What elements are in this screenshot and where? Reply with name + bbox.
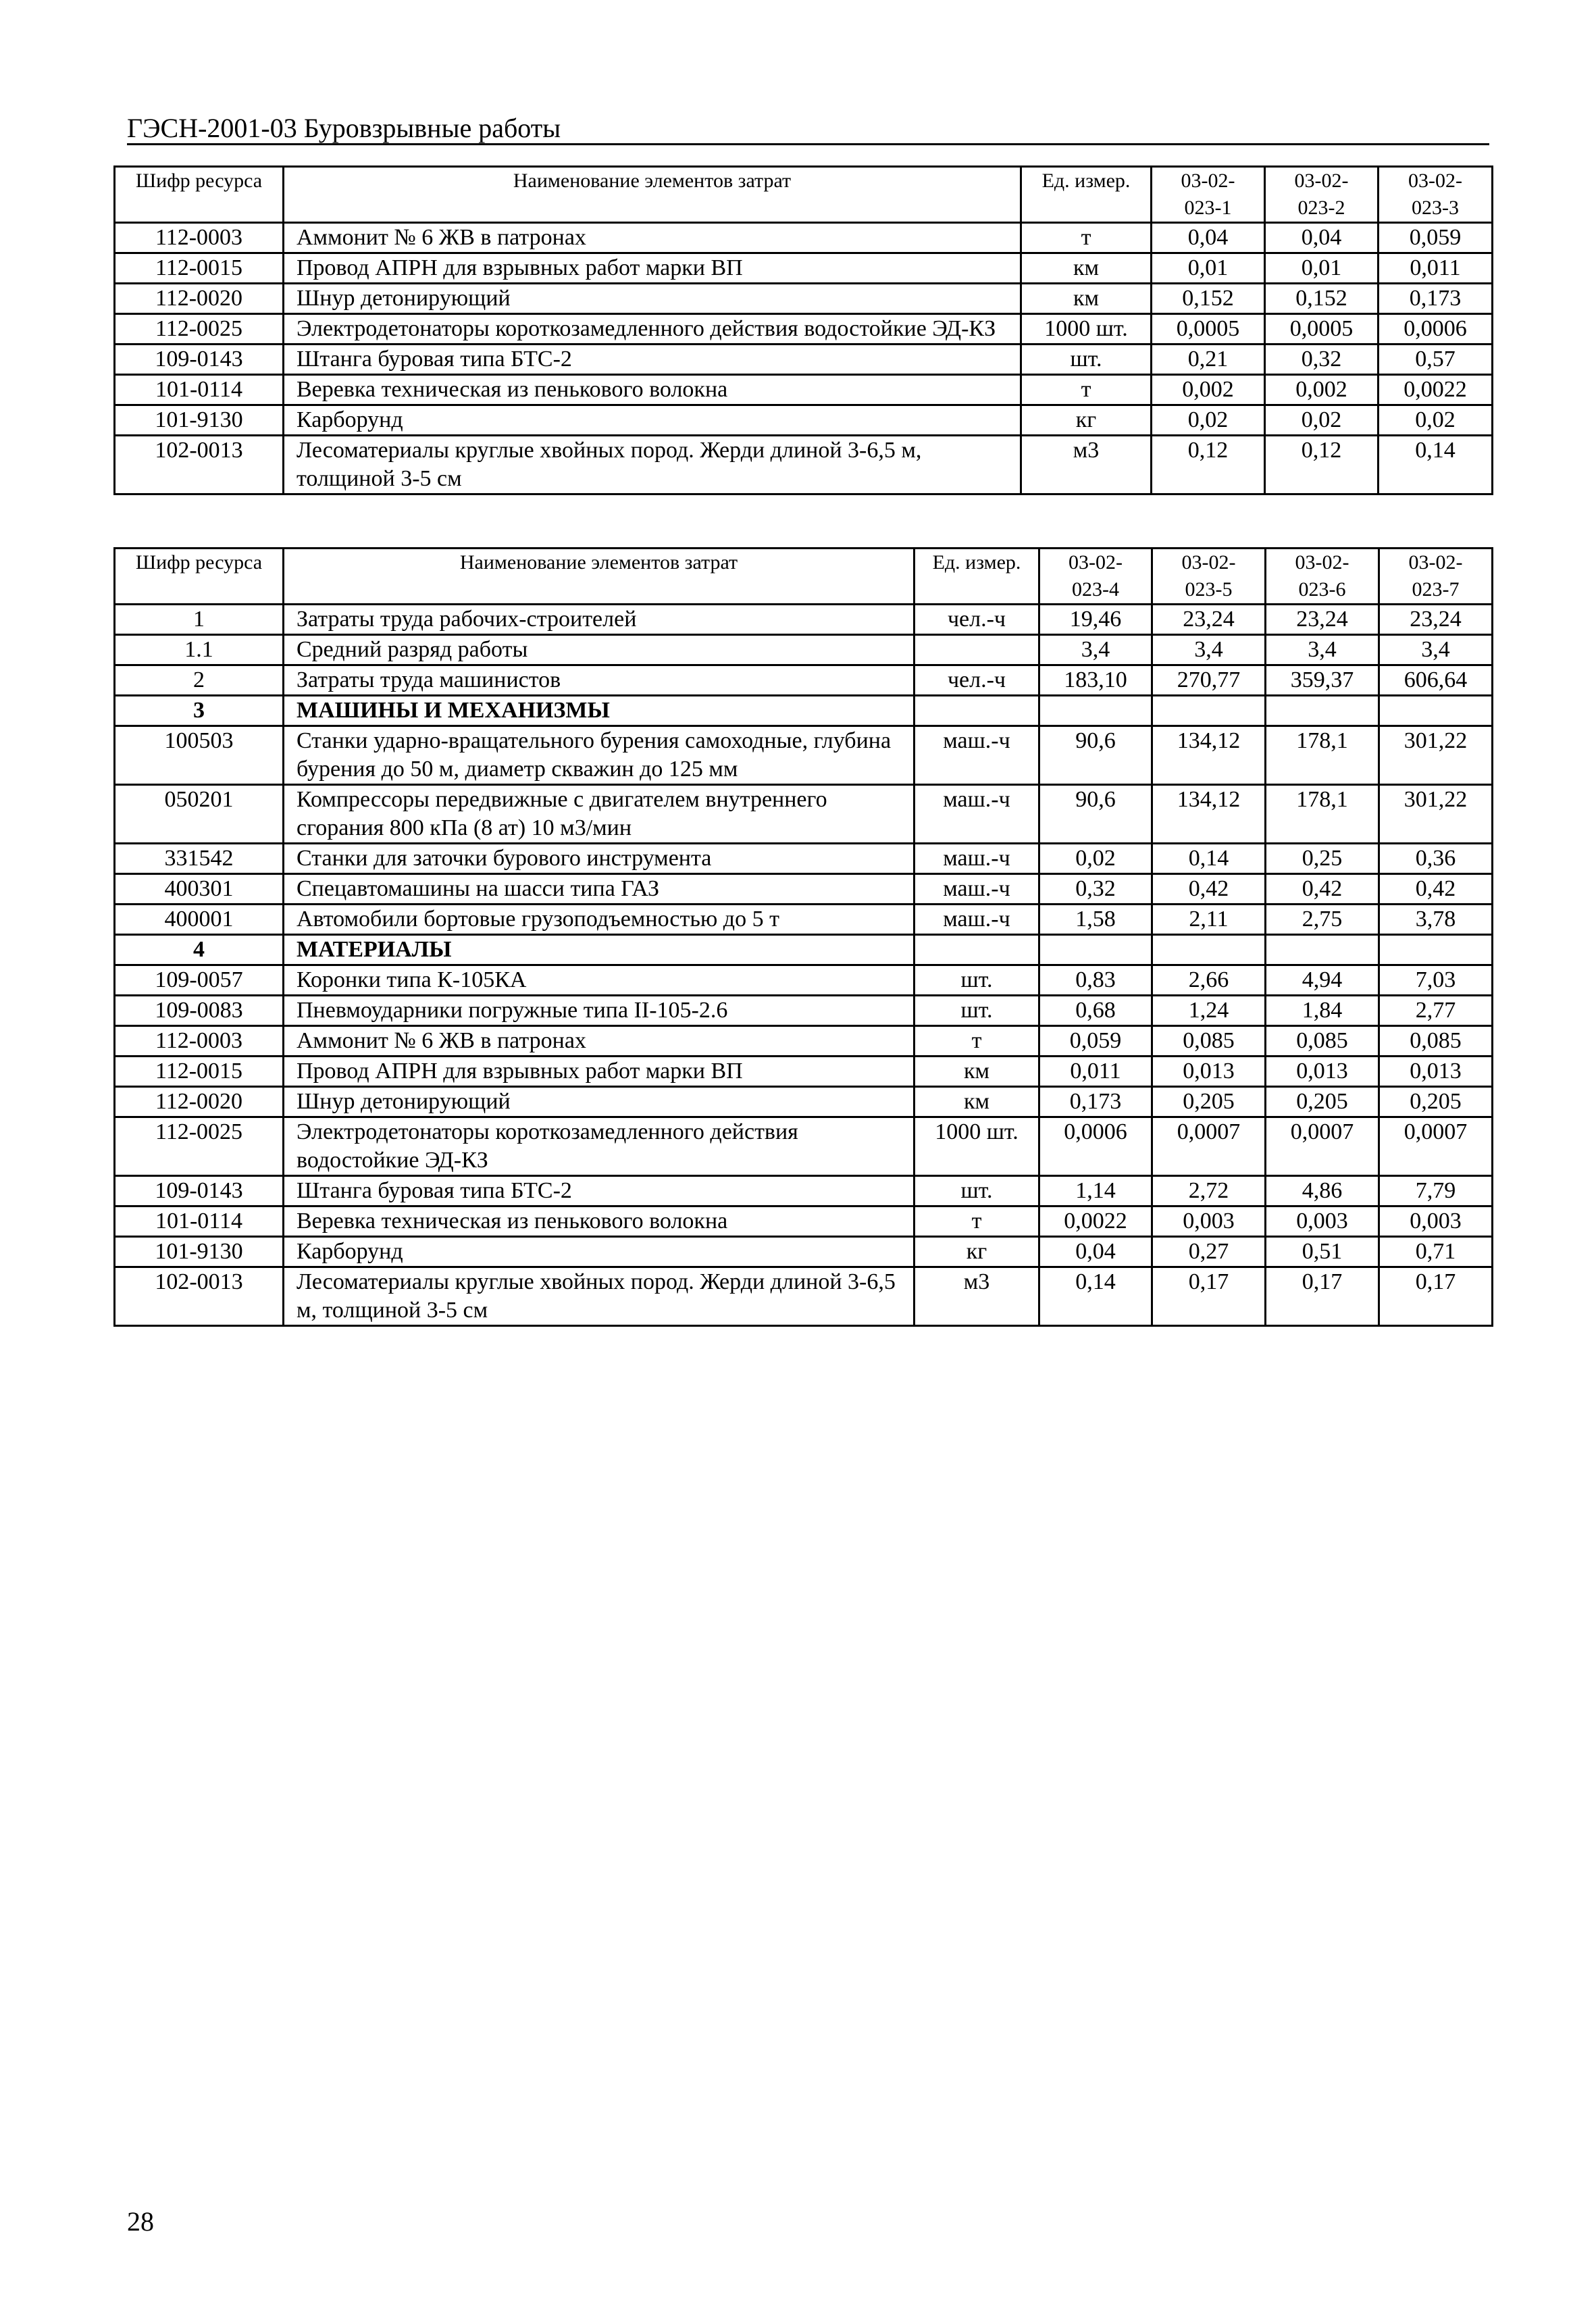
value-cell: 0,0007 [1379,1117,1493,1176]
cost-element-name-cell: Станки ударно-вращательного бурения самоходные, глубина бурения до 50 м, диаметр скважин до 125 мм [284,726,915,785]
value-cell: 0,013 [1266,1057,1379,1087]
col-header-unit: Ед. измер. [1021,167,1152,223]
table-header-row [115,167,1493,223]
value-cell: 178,1 [1266,785,1379,844]
resource-code-cell: 112-0015 [115,253,284,284]
resource-code-cell: 4 [115,935,284,965]
value-cell: 3,78 [1379,905,1493,935]
resource-code-cell: 112-0015 [115,1057,284,1087]
value-cell: 0,0022 [1039,1206,1152,1237]
col-header-norm: 03-02- 023-7 [1379,549,1493,605]
value-cell: 0,51 [1266,1237,1379,1267]
value-cell: 2,75 [1266,905,1379,935]
value-cell: 3,4 [1266,635,1379,665]
unit-cell: маш.-ч [915,905,1039,935]
resource-code-cell: 112-0025 [115,314,284,345]
table-row [115,405,1493,436]
table-row [115,905,1493,935]
table-row [115,635,1493,665]
value-cell: 3,4 [1379,635,1493,665]
value-cell: 0,17 [1266,1267,1379,1326]
table-row [115,785,1493,844]
value-cell: 134,12 [1152,785,1266,844]
value-cell: 1,14 [1039,1176,1152,1206]
unit-cell: 1000 шт. [1021,314,1152,345]
value-cell: 178,1 [1266,726,1379,785]
unit-cell: м3 [915,1267,1039,1326]
value-cell: 2,11 [1152,905,1266,935]
value-cell: 0,02 [1265,405,1379,436]
table-row [115,223,1493,253]
col-header-norm: 03-02- 023-1 [1152,167,1265,223]
resource-code-cell: 101-9130 [115,1237,284,1267]
resource-code-cell: 112-0003 [115,223,284,253]
unit-cell: маш.-ч [915,785,1039,844]
value-cell: 0,25 [1266,844,1379,874]
table-row [115,345,1493,375]
cost-element-name-cell: Пневмоударники погружные типа II-105-2.6 [284,996,915,1026]
value-cell: 0,205 [1379,1087,1493,1117]
table-row [115,1176,1493,1206]
value-cell: 0,01 [1265,253,1379,284]
value-cell: 0,04 [1265,223,1379,253]
unit-cell: чел.-ч [915,605,1039,635]
col-header-norm: 03-02- 023-2 [1265,167,1379,223]
value-cell: 2,66 [1152,965,1266,996]
value-cell: 23,24 [1379,605,1493,635]
value-cell: 0,04 [1039,1237,1152,1267]
resource-code-cell: 109-0057 [115,965,284,996]
value-cell: 2,77 [1379,996,1493,1026]
value-cell: 0,059 [1039,1026,1152,1057]
value-cell: 0,71 [1379,1237,1493,1267]
col-header-code: Шифр ресурса [115,549,284,605]
col-header-norm: 03-02- 023-5 [1152,549,1266,605]
cost-element-name-cell: Электродетонаторы короткозамедленного действия водостойкие ЭД-КЗ [284,1117,915,1176]
value-cell: 0,0007 [1266,1117,1379,1176]
value-cell: 0,002 [1265,375,1379,405]
table-row [115,726,1493,785]
value-cell: 0,17 [1379,1267,1493,1326]
value-cell: 0,173 [1379,284,1493,314]
value-cell: 0,152 [1152,284,1265,314]
cost-element-name-cell: Шнур детонирующий [284,1087,915,1117]
value-cell: 0,205 [1152,1087,1266,1117]
value-cell: 0,02 [1379,405,1493,436]
value-cell: 0,12 [1265,436,1379,494]
value-cell: 0,12 [1152,436,1265,494]
table-row [115,844,1493,874]
unit-cell: маш.-ч [915,844,1039,874]
value-cell: 183,10 [1039,665,1152,696]
value-cell: 0,013 [1379,1057,1493,1087]
value-cell: 0,0005 [1152,314,1265,345]
cost-element-name-cell: МАТЕРИАЛЫ [284,935,915,965]
cost-element-name-cell: Спецавтомашины на шасси типа ГАЗ [284,874,915,905]
cost-element-name-cell: Штанга буровая типа БТС-2 [284,345,1021,375]
value-cell [1266,935,1379,965]
value-cell: 0,085 [1266,1026,1379,1057]
unit-cell: 1000 шт. [915,1117,1039,1176]
table-row [115,965,1493,996]
value-cell [1039,696,1152,726]
value-cell: 0,01 [1152,253,1265,284]
resource-code-cell: 3 [115,696,284,726]
value-cell [1379,935,1493,965]
resource-code-cell: 101-9130 [115,405,284,436]
value-cell: 359,37 [1266,665,1379,696]
cost-element-name-cell: Лесоматериалы круглые хвойных пород. Жерди длиной 3-6,5 м, толщиной 3-5 см [284,1267,915,1326]
value-cell: 0,0022 [1379,375,1493,405]
value-cell: 0,42 [1266,874,1379,905]
resource-code-cell: 102-0013 [115,436,284,494]
cost-element-name-cell: Карборунд [284,405,1021,436]
value-cell [1039,935,1152,965]
resource-code-cell: 331542 [115,844,284,874]
value-cell: 0,14 [1039,1267,1152,1326]
cost-element-name-cell: Аммонит № 6 ЖВ в патронах [284,1026,915,1057]
resource-code-cell: 400301 [115,874,284,905]
resource-code-cell: 1.1 [115,635,284,665]
value-cell: 0,0005 [1265,314,1379,345]
cost-element-name-cell: Электродетонаторы короткозамедленного действия водостойкие ЭД-КЗ [284,314,1021,345]
unit-cell: шт. [915,1176,1039,1206]
cost-element-name-cell: Штанга буровая типа БТС-2 [284,1176,915,1206]
value-cell: 0,013 [1152,1057,1266,1087]
col-header-unit: Ед. измер. [915,549,1039,605]
unit-cell: шт. [1021,345,1152,375]
cost-element-name-cell: Провод АПРН для взрывных работ марки ВП [284,1057,915,1087]
cost-element-name-cell: Веревка техническая из пенькового волокна [284,375,1021,405]
section-row [115,935,1493,965]
value-cell: 1,58 [1039,905,1152,935]
unit-cell: т [915,1026,1039,1057]
value-cell: 0,085 [1152,1026,1266,1057]
value-cell: 0,02 [1152,405,1265,436]
value-cell: 4,94 [1266,965,1379,996]
resource-code-cell: 102-0013 [115,1267,284,1326]
value-cell: 0,0006 [1379,314,1493,345]
value-cell: 0,003 [1266,1206,1379,1237]
cost-element-name-cell: Лесоматериалы круглые хвойных пород. Жерди длиной 3-6,5 м, толщиной 3-5 см [284,436,1021,494]
unit-cell: маш.-ч [915,726,1039,785]
value-cell: 19,46 [1039,605,1152,635]
value-cell: 0,011 [1379,253,1493,284]
value-cell: 7,03 [1379,965,1493,996]
value-cell: 270,77 [1152,665,1266,696]
value-cell [1152,935,1266,965]
resource-code-cell: 101-0114 [115,375,284,405]
cost-element-name-cell: Провод АПРН для взрывных работ марки ВП [284,253,1021,284]
resource-code-cell: 109-0083 [115,996,284,1026]
col-header-name: Наименование элементов затрат [284,167,1021,223]
col-header-norm: 03-02- 023-6 [1266,549,1379,605]
value-cell: 0,0007 [1152,1117,1266,1176]
unit-cell: т [1021,223,1152,253]
value-cell: 0,205 [1266,1087,1379,1117]
value-cell: 90,6 [1039,785,1152,844]
unit-cell [915,696,1039,726]
cost-element-name-cell: Коронки типа К-105КА [284,965,915,996]
value-cell: 0,003 [1152,1206,1266,1237]
unit-cell: км [1021,284,1152,314]
value-cell: 0,32 [1039,874,1152,905]
unit-cell: маш.-ч [915,874,1039,905]
resource-code-cell: 109-0143 [115,345,284,375]
table-row [115,253,1493,284]
table-row [115,605,1493,635]
unit-cell [915,635,1039,665]
page-number: 28 [127,2206,154,2237]
resource-code-cell: 2 [115,665,284,696]
value-cell: 0,0006 [1039,1117,1152,1176]
cost-element-name-cell: Затраты труда машинистов [284,665,915,696]
unit-cell [915,935,1039,965]
cost-element-name-cell: Автомобили бортовые грузоподъемностью до 5 т [284,905,915,935]
value-cell: 4,86 [1266,1176,1379,1206]
value-cell: 1,84 [1266,996,1379,1026]
unit-cell: т [1021,375,1152,405]
value-cell: 301,22 [1379,785,1493,844]
value-cell [1379,696,1493,726]
col-header-code: Шифр ресурса [115,167,284,223]
value-cell: 0,04 [1152,223,1265,253]
col-header-norm: 03-02- 023-4 [1039,549,1152,605]
value-cell: 90,6 [1039,726,1152,785]
resource-code-cell: 050201 [115,785,284,844]
table-row [115,1117,1493,1176]
value-cell: 0,003 [1379,1206,1493,1237]
cost-element-name-cell: Аммонит № 6 ЖВ в патронах [284,223,1021,253]
section-row [115,696,1493,726]
resource-table-1 [113,166,1493,495]
unit-cell: шт. [915,996,1039,1026]
cost-element-name-cell: Средний разряд работы [284,635,915,665]
table-header-row [115,549,1493,605]
table-row [115,314,1493,345]
value-cell: 0,42 [1152,874,1266,905]
value-cell: 0,085 [1379,1026,1493,1057]
value-cell: 3,4 [1152,635,1266,665]
value-cell: 0,42 [1379,874,1493,905]
value-cell: 23,24 [1266,605,1379,635]
value-cell: 0,83 [1039,965,1152,996]
table-row [115,1206,1493,1237]
cost-element-name-cell: Карборунд [284,1237,915,1267]
value-cell: 0,17 [1152,1267,1266,1326]
value-cell: 606,64 [1379,665,1493,696]
value-cell: 0,14 [1379,436,1493,494]
value-cell: 0,32 [1265,345,1379,375]
table-row [115,284,1493,314]
resource-code-cell: 112-0025 [115,1117,284,1176]
value-cell: 0,68 [1039,996,1152,1026]
value-cell: 0,57 [1379,345,1493,375]
table-row [115,996,1493,1026]
table-row [115,1087,1493,1117]
table-row [115,1237,1493,1267]
value-cell: 0,059 [1379,223,1493,253]
cost-element-name-cell: Затраты труда рабочих-строителей [284,605,915,635]
value-cell: 134,12 [1152,726,1266,785]
value-cell: 3,4 [1039,635,1152,665]
unit-cell: м3 [1021,436,1152,494]
value-cell: 0,27 [1152,1237,1266,1267]
cost-element-name-cell: Станки для заточки бурового инструмента [284,844,915,874]
value-cell: 1,24 [1152,996,1266,1026]
unit-cell: км [915,1057,1039,1087]
resource-code-cell: 100503 [115,726,284,785]
unit-cell: чел.-ч [915,665,1039,696]
unit-cell: км [915,1087,1039,1117]
table-row [115,665,1493,696]
table-row [115,1267,1493,1326]
unit-cell: т [915,1206,1039,1237]
page-title: ГЭСН-2001-03 Буровзрывные работы [127,113,1489,145]
value-cell [1152,696,1266,726]
table-row [115,1026,1493,1057]
value-cell: 0,011 [1039,1057,1152,1087]
value-cell: 23,24 [1152,605,1266,635]
cost-element-name-cell: Шнур детонирующий [284,284,1021,314]
value-cell: 7,79 [1379,1176,1493,1206]
table-row [115,1057,1493,1087]
resource-code-cell: 109-0143 [115,1176,284,1206]
value-cell: 0,21 [1152,345,1265,375]
resource-table-2 [113,547,1493,1327]
unit-cell: км [1021,253,1152,284]
value-cell: 301,22 [1379,726,1493,785]
resource-code-cell: 400001 [115,905,284,935]
resource-code-cell: 112-0020 [115,1087,284,1117]
resource-code-cell: 112-0003 [115,1026,284,1057]
cost-element-name-cell: Веревка техническая из пенькового волокна [284,1206,915,1237]
cost-element-name-cell: МАШИНЫ И МЕХАНИЗМЫ [284,696,915,726]
resource-code-cell: 1 [115,605,284,635]
unit-cell: шт. [915,965,1039,996]
table-row [115,436,1493,494]
table-row [115,375,1493,405]
col-header-name: Наименование элементов затрат [284,549,915,605]
value-cell: 0,002 [1152,375,1265,405]
resource-code-cell: 101-0114 [115,1206,284,1237]
table-row [115,874,1493,905]
value-cell: 0,02 [1039,844,1152,874]
value-cell: 0,152 [1265,284,1379,314]
col-header-norm: 03-02- 023-3 [1379,167,1493,223]
unit-cell: кг [1021,405,1152,436]
value-cell [1266,696,1379,726]
value-cell: 0,36 [1379,844,1493,874]
cost-element-name-cell: Компрессоры передвижные с двигателем внутреннего сгорания 800 кПа (8 ат) 10 м3/мин [284,785,915,844]
value-cell: 0,173 [1039,1087,1152,1117]
unit-cell: кг [915,1237,1039,1267]
value-cell: 2,72 [1152,1176,1266,1206]
value-cell: 0,14 [1152,844,1266,874]
resource-code-cell: 112-0020 [115,284,284,314]
